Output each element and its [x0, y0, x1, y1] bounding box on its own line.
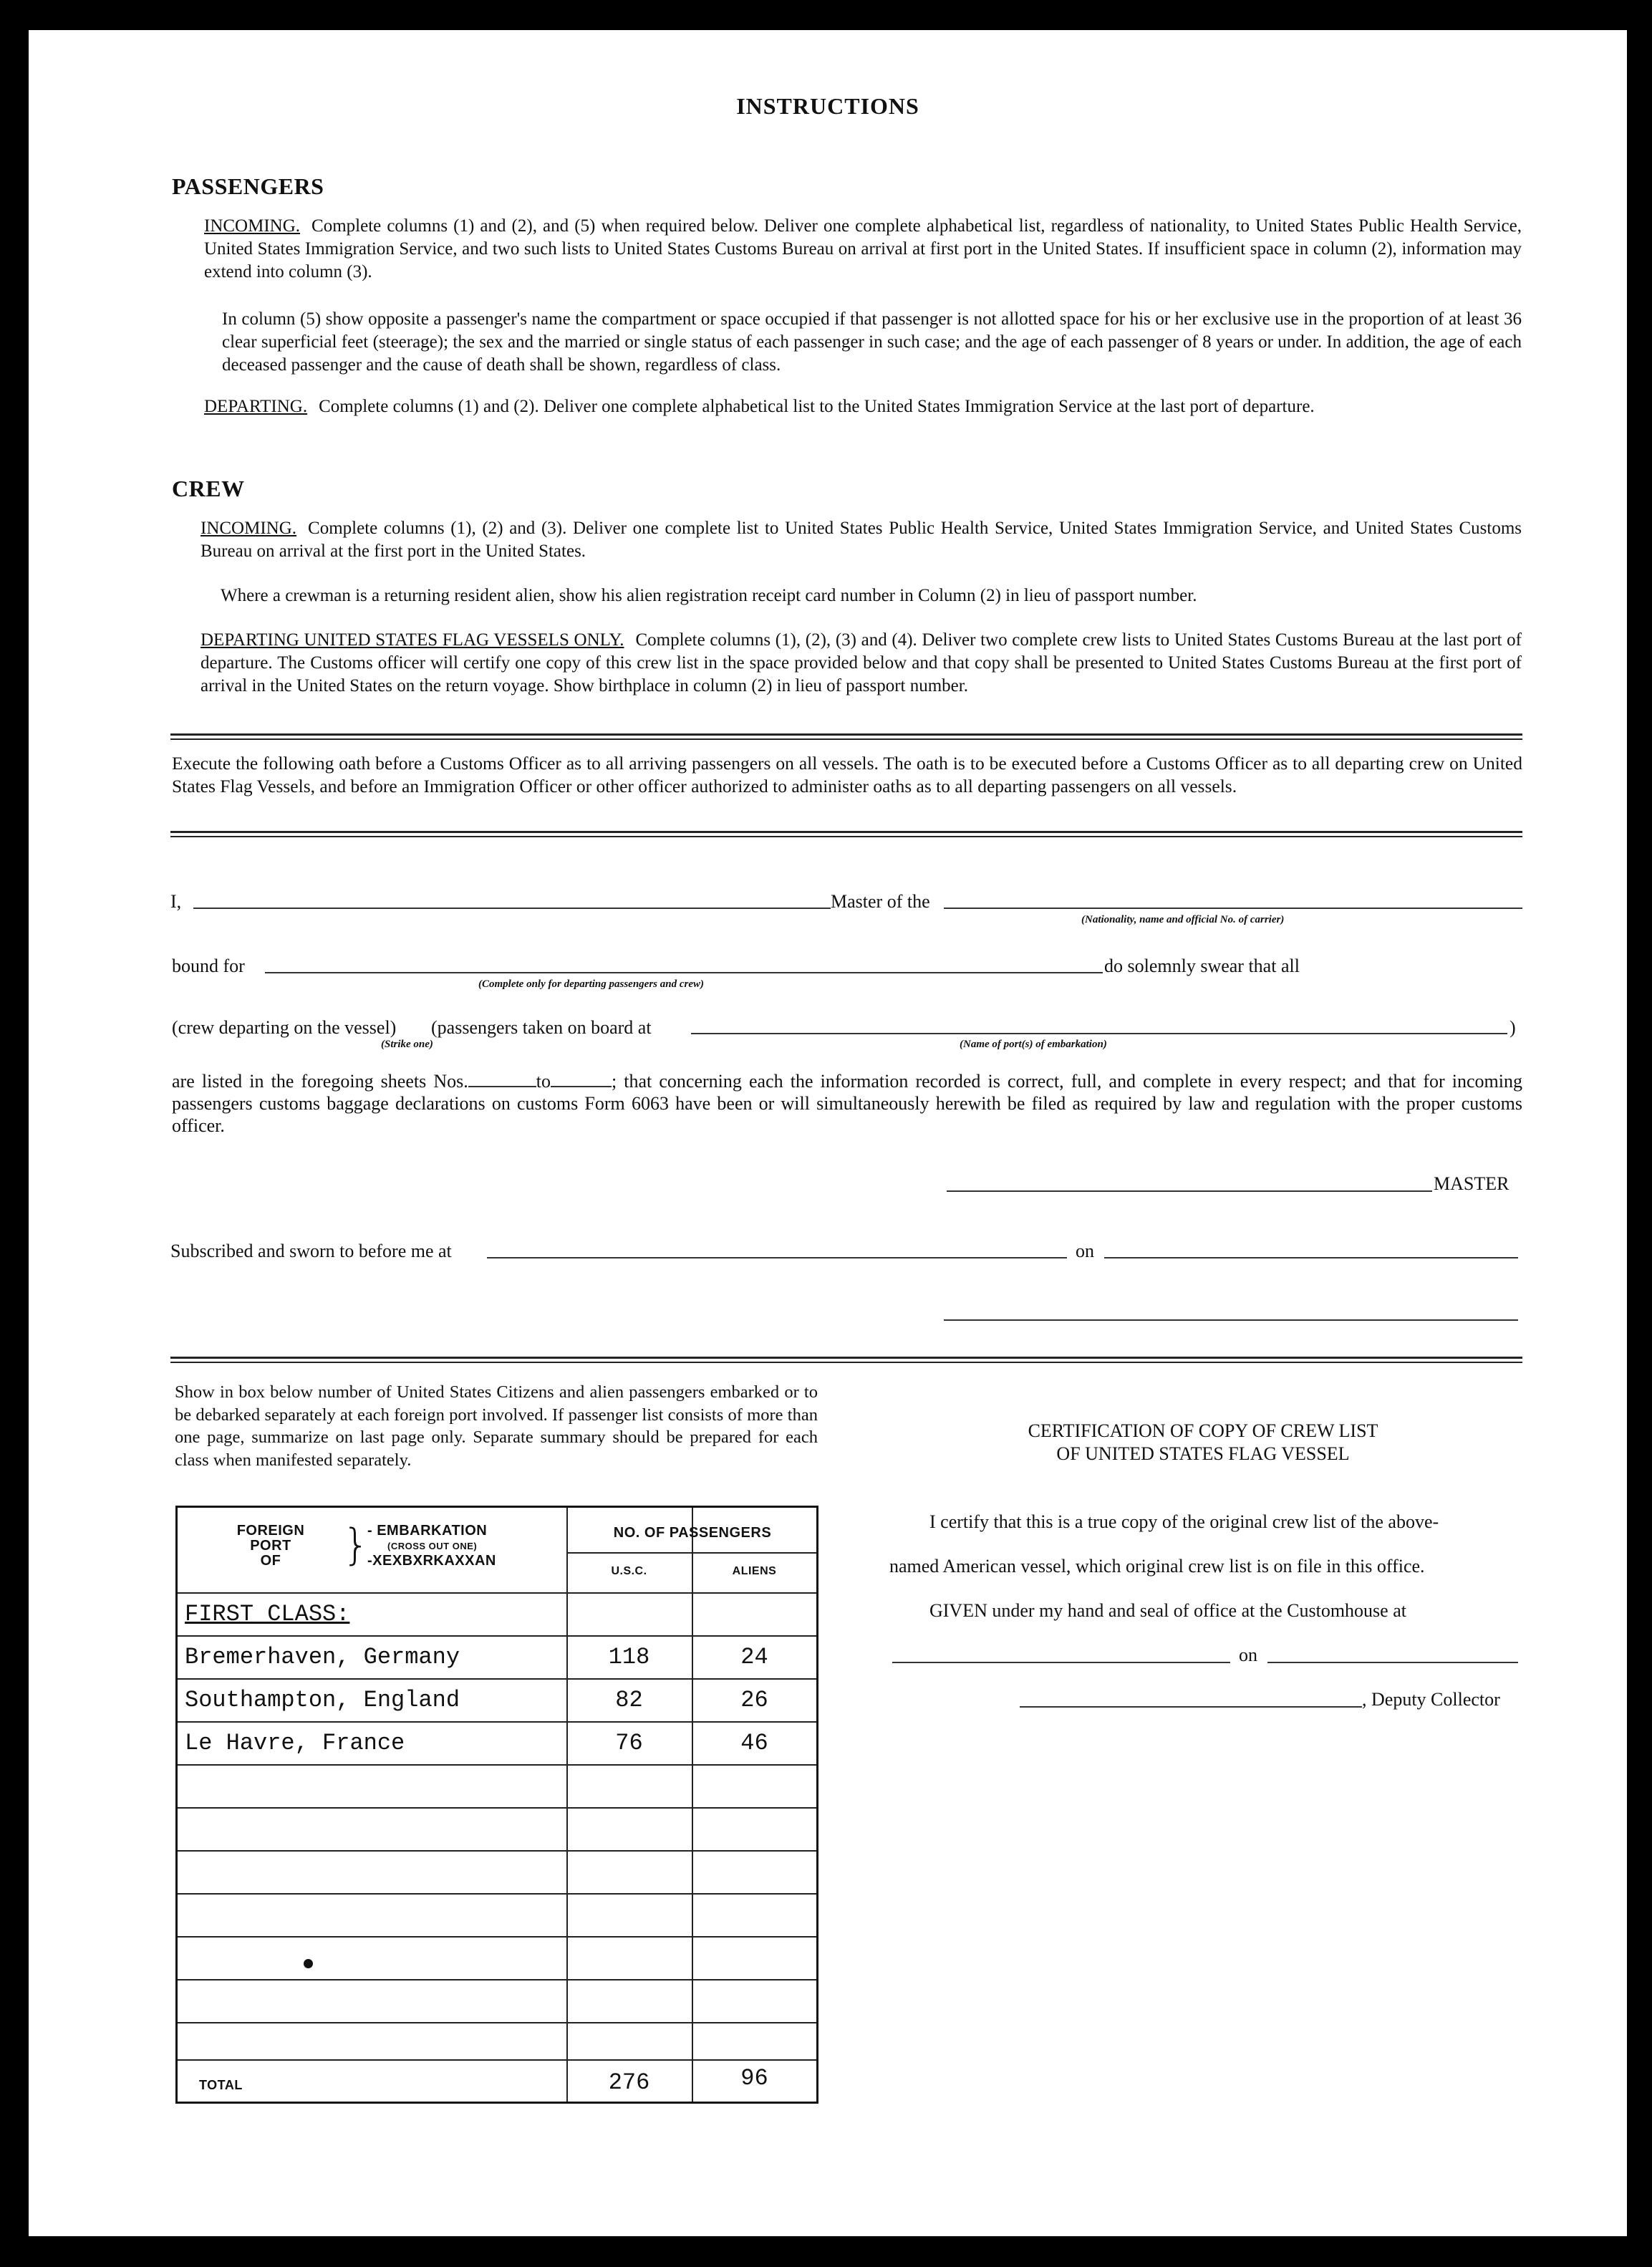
certification-title-line1: CERTIFICATION OF COPY OF CREW LIST	[1028, 1420, 1378, 1441]
passengers-departing-text: Complete columns (1) and (2). Deliver one complete alphabetical list to the United States Immigration Service at the last port of departure.	[319, 397, 1315, 416]
ink-dot	[304, 1959, 313, 1968]
passengers-incoming-text: Complete columns (1) and (2), and (5) when required below. Deliver one complete alphabetical list, regardless of nationality, to United States Public Health Service, United States Immigration Service, and two such lists to United States Customs Bureau on arrival at first port in the United States. If insufficient space in column (2), information may extend into column (3).	[204, 216, 1522, 281]
certification-title-line2: OF UNITED STATES FLAG VESSEL	[1056, 1443, 1350, 1464]
crew-departing-paragraph	[201, 629, 1522, 698]
table-subheader-divider	[566, 1552, 816, 1554]
table-header-divider	[178, 1592, 816, 1594]
customhouse-field[interactable]	[892, 1662, 1230, 1663]
sheet-to-field[interactable]	[551, 1073, 612, 1087]
row-usc[interactable]: 118	[608, 1644, 650, 1670]
row-port[interactable]: Bremerhaven, Germany	[185, 1644, 460, 1670]
header-aliens: ALIENS	[732, 1565, 777, 1577]
deputy-collector-label: , Deputy Collector	[1362, 1689, 1500, 1710]
subscribed-place-field[interactable]	[487, 1257, 1067, 1258]
table-row-line	[178, 1635, 816, 1637]
destination-caption: (Complete only for departing passengers and crew)	[478, 978, 704, 990]
row-aliens[interactable]: 24	[740, 1644, 768, 1670]
crew-incoming-text: Complete columns (1), (2) and (3). Deliver one complete list to United States Public Health Service, United States Immigration Service, and United States Customs Bureau on arrival at the first port in the United States.	[201, 519, 1522, 561]
listed-prefix: are listed in the foregoing sheets Nos.	[172, 1071, 468, 1092]
double-rule	[170, 733, 1522, 740]
crew-departing-option[interactable]: (crew departing on the vessel)	[172, 1017, 397, 1038]
table-divider	[566, 1508, 568, 2102]
officer-signature-field[interactable]	[944, 1319, 1518, 1321]
row-port[interactable]: Le Havre, France	[185, 1730, 405, 1756]
passenger-summary-table	[175, 1506, 818, 2104]
subscribed-label: Subscribed and sworn to before me at	[170, 1241, 452, 1261]
header-no-passengers: NO. OF PASSENGERS	[613, 1525, 772, 1541]
table-row-line	[178, 1979, 816, 1980]
row-aliens[interactable]: 26	[740, 1687, 768, 1713]
total-label: TOTAL	[199, 2078, 243, 2092]
header-embarkation-label[interactable]: - EMBARKATION	[367, 1523, 488, 1539]
table-row-line	[178, 1807, 816, 1809]
master-label: MASTER	[1434, 1173, 1509, 1194]
table-divider	[692, 1508, 693, 2102]
listed-paragraph	[172, 1070, 1522, 1137]
class-label: FIRST CLASS:	[185, 1601, 350, 1627]
passengers-column5-paragraph: In column (5) show opposite a passenger's name the compartment or space occupied if that passenger is not allotted space for his or her exclusive use in the proportion of at least 36 clear superficial feet (steerage); the sex and the married or single status of each passenger in such case; and the age of each passenger of 8 years or under. In addition, the age of each deceased passenger and the cause of death shall be shown, regardless of class.	[222, 309, 1522, 375]
certification-on-label: on	[1239, 1645, 1257, 1665]
table-row-line	[178, 1893, 816, 1895]
crew-departing-text: Complete columns (1), (2), (3) and (4). Deliver two complete crew lists to United States Customs Bureau at the last port of departure. The Customs officer will certify one copy of this crew list in the space provided below and that copy shall be presented to United States Customs Bureau at the first port of arrival in the United States on the return voyage. Show birthplace in column (2) in lieu of passport number.	[201, 630, 1522, 695]
header-foreign: FOREIGN	[236, 1523, 305, 1539]
form-page	[29, 30, 1627, 2236]
total-aliens[interactable]: 96	[740, 2065, 768, 2092]
double-rule	[170, 831, 1522, 837]
carrier-field[interactable]	[944, 908, 1522, 909]
crew-resident-paragraph: Where a crewman is a returning resident alien, show his alien registration receipt card number in Column (2) in lieu of passport number.	[221, 586, 1197, 605]
deputy-signature-field[interactable]	[1020, 1706, 1362, 1708]
certification-line3: GIVEN under my hand and seal of office at the Customhouse at	[929, 1600, 1406, 1621]
table-row-line	[178, 1764, 816, 1766]
listed-continuation: that for incoming passengers customs baggage declarations on customs Form 6063 have been or will simultaneously herewith be filed as required by law and regulation with the proper customs officer.	[172, 1071, 1522, 1136]
listed-to: to	[536, 1071, 551, 1092]
row-usc[interactable]: 82	[615, 1687, 643, 1713]
table-total-line	[178, 2059, 816, 2061]
close-paren: )	[1509, 1017, 1516, 1038]
header-brace: }	[342, 1520, 370, 1570]
table-row-line	[178, 1678, 816, 1680]
passengers-incoming-paragraph	[204, 215, 1522, 284]
passengers-heading: PASSENGERS	[172, 173, 324, 199]
table-row-line	[178, 2022, 816, 2023]
passengers-departing-lead: DEPARTING.	[204, 397, 308, 416]
header-embarkation	[367, 1524, 496, 1569]
subscribed-date-field[interactable]	[1104, 1257, 1518, 1258]
strike-one-caption: (Strike one)	[381, 1039, 433, 1050]
master-signature-field[interactable]	[947, 1190, 1432, 1192]
ports-caption: (Name of port(s) of embarkation)	[960, 1039, 1107, 1050]
certification-line2: named American vessel, which original crew list is on file in this office.	[889, 1556, 1425, 1577]
sheet-from-field[interactable]	[468, 1073, 536, 1087]
table-row-line	[178, 1721, 816, 1723]
row-port[interactable]: Southampton, England	[185, 1687, 460, 1713]
destination-field[interactable]	[265, 972, 1124, 973]
oath-i-label: I,	[170, 891, 182, 912]
carrier-caption: (Nationality, name and official No. of carrier)	[1081, 914, 1285, 925]
certification-date-field[interactable]	[1267, 1662, 1518, 1663]
crew-incoming-paragraph	[201, 517, 1522, 563]
swear-label: do solemnly swear that all	[1104, 956, 1300, 976]
row-usc[interactable]: 76	[615, 1730, 643, 1756]
double-rule	[170, 1357, 1522, 1363]
crew-heading: CREW	[172, 476, 245, 501]
table-row-line	[178, 1850, 816, 1852]
row-aliens[interactable]: 46	[740, 1730, 768, 1756]
crew-departing-lead: DEPARTING UNITED STATES FLAG VESSELS ONLY.	[201, 630, 624, 650]
oath-intro: Execute the following oath before a Customs Officer as to all arriving passengers on all vessels. The oath is to be executed before a Customs Officer as to all departing crew on United States Flag Vessels, and before an Immigration Officer or other officer authorized to administer oaths as to all departing passengers on all vessels.	[172, 753, 1522, 796]
header-foreign-port	[213, 1524, 328, 1569]
header-cross-out: (CROSS OUT ONE)	[387, 1541, 478, 1551]
passengers-departing-paragraph	[204, 395, 1522, 418]
listed-suffix: ; that concerning each the information recorded is correct, full, and complete in every respect; and	[611, 1071, 1381, 1092]
crew-incoming-lead: INCOMING.	[201, 519, 297, 538]
ports-field[interactable]	[691, 1033, 1507, 1034]
certification-title	[881, 1420, 1525, 1465]
header-port: PORT	[250, 1538, 291, 1554]
certification-line1: I certify that this is a true copy of the original crew list of the above-	[929, 1511, 1439, 1532]
bound-for-label: bound for	[172, 956, 245, 976]
header-usc: U.S.C.	[611, 1565, 647, 1577]
master-name-field[interactable]	[193, 908, 852, 909]
instructions-title: INSTRUCTIONS	[736, 93, 919, 119]
header-of: OF	[260, 1553, 281, 1569]
passengers-incoming-lead: INCOMING.	[204, 216, 301, 236]
total-usc[interactable]: 276	[608, 2069, 650, 2096]
header-debarkation-struck[interactable]: -XEXBXRKAXXAN	[367, 1553, 496, 1569]
master-of-label: Master of the	[831, 891, 930, 912]
subscribed-on-label: on	[1076, 1241, 1094, 1261]
passengers-taken-option[interactable]: (passengers taken on board at	[431, 1017, 652, 1038]
table-row-line	[178, 1936, 816, 1938]
summary-intro: Show in box below number of United States Citizens and alien passengers embarked or to be debarked separately at each foreign port involved. If passenger list consists of more than one page, summarize on last page only. Separate summary should be prepared for each class when manifested separately.	[175, 1382, 818, 1470]
